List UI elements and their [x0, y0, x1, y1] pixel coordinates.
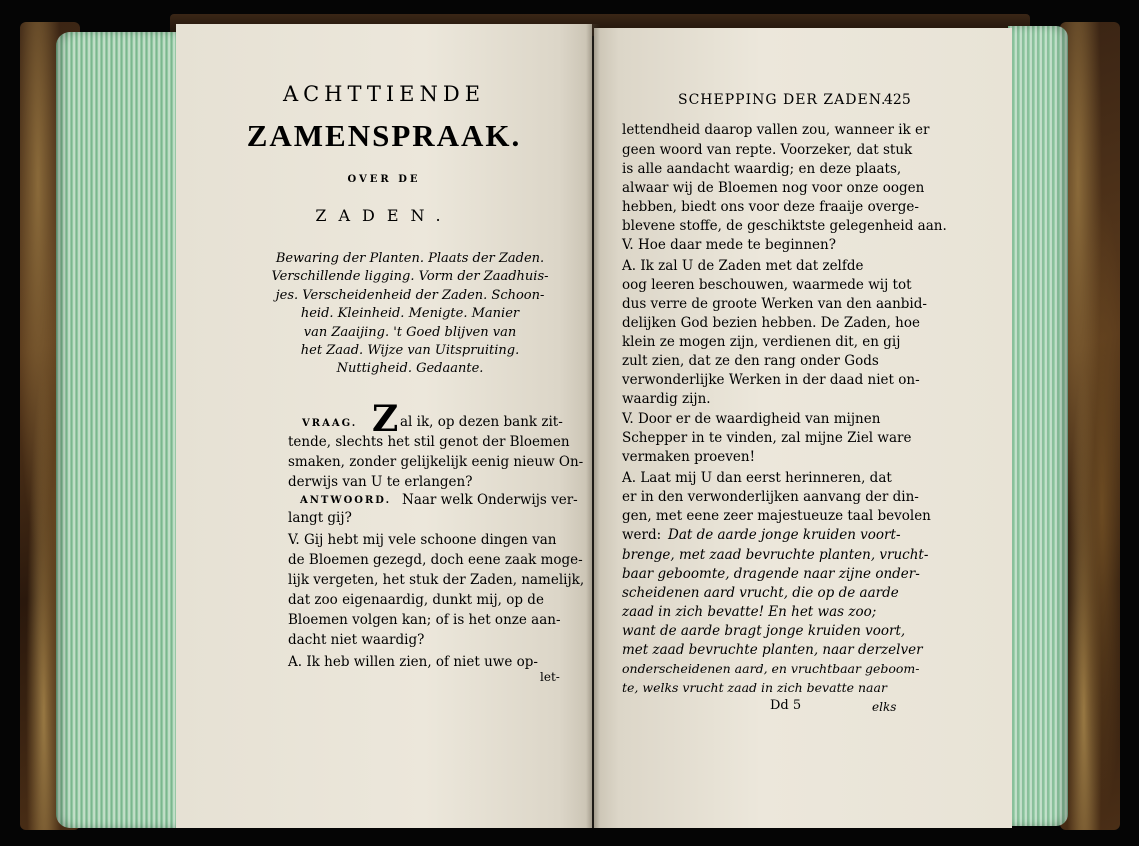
subject-title: ZADEN.	[315, 206, 453, 225]
summary-line: Bewaring der Planten. Plaats der Zaden.	[275, 251, 545, 266]
body-line: V. Hoe daar mede te beginnen?	[622, 237, 836, 253]
body-line: Bloemen volgen kan; of is het onze aan-	[288, 612, 561, 628]
body-line: geen woord van repte. Voorzeker, dat stuk	[622, 142, 913, 158]
chapter-heading-large: ZAMENSPRAAK.	[246, 118, 522, 153]
body-line: derwijs van U te erlangen?	[288, 474, 473, 490]
vraag-label: VRAAG.	[302, 418, 358, 429]
body-line: tende, slechts het stil genot der Bloemen	[288, 434, 570, 450]
body-line: Naar welk Onderwijs ver-	[402, 492, 578, 508]
body-line: hebben, biedt ons voor deze fraaije overge-	[622, 199, 919, 215]
body-line: dacht niet waardig?	[288, 632, 425, 648]
body-line: A. Ik heb willen zien, of niet uwe op-	[288, 654, 538, 670]
italic-line: baar geboomte, dragende naar zijne onder-	[622, 566, 920, 582]
body-line: de Bloemen gezegd, doch eene zaak moge-	[288, 552, 583, 568]
right-cover-marble	[1060, 22, 1120, 830]
body-line: A. Ik zal U de Zaden met dat zelfde	[622, 258, 864, 274]
catchword: let-	[540, 670, 560, 684]
summary-line: het Zaad. Wijze van Uitspruiting.	[300, 343, 520, 358]
body-line: alwaar wij de Bloemen nog voor onze oogen	[622, 180, 925, 196]
body-line: werd:	[622, 527, 662, 543]
page-number: 425	[884, 92, 911, 108]
body-line: lijk vergeten, het stuk der Zaden, namelijk,	[288, 572, 585, 588]
catchword: elks	[872, 700, 897, 714]
italic-line: met zaad bevruchte planten, naar derzelver	[622, 642, 923, 658]
antwoord-label: ANTWOORD.	[300, 495, 392, 506]
drop-cap: Z	[372, 398, 399, 440]
body-line: blevene stoffe, de geschiktste gelegenheid aan.	[622, 218, 947, 234]
body-line: V. Door er de waardigheid van mijnen	[622, 411, 881, 427]
left-page-edges	[56, 32, 186, 828]
summary-line: jes. Verscheidenheid der Zaden. Schoon-	[275, 288, 545, 303]
body-line: zult zien, dat ze den rang onder Gods	[622, 353, 879, 369]
chapter-heading-small: ACHTTIENDE	[282, 82, 486, 106]
body-line: dat zoo eigenaardig, dunkt mij, op de	[288, 592, 544, 608]
body-line: Schepper in te vinden, zal mijne Ziel ware	[622, 430, 912, 446]
body-line: gen, met eene zeer majestueuze taal bevolen	[622, 508, 931, 524]
body-line: langt gij?	[288, 510, 352, 526]
italic-line: te, welks vrucht zaad in zich bevatte naar	[622, 680, 887, 695]
body-line: verwonderlijke Werken in der daad niet on-	[622, 372, 920, 388]
body-line: V. Gij hebt mij vele schoone dingen van	[288, 532, 557, 548]
body-line: lettendheid daarop vallen zou, wanneer ik er	[622, 122, 930, 138]
italic-line: scheidenen aard vrucht, die op de aarde	[622, 585, 899, 601]
summary-line: Verschillende ligging. Vorm der Zaadhuis-	[271, 269, 549, 284]
right-page-edges	[1008, 26, 1068, 826]
running-head: SCHEPPING DER ZADEN.	[678, 92, 887, 108]
summary-line: heid. Kleinheid. Menigte. Manier	[300, 306, 520, 321]
body-line: A. Laat mij U dan eerst herinneren, dat	[622, 470, 892, 486]
body-line: klein ze mogen zijn, verdienen dit, en gij	[622, 334, 901, 350]
body-line: delijken God bezien hebben. De Zaden, hoe	[622, 315, 920, 331]
body-line: vermaken proeven!	[622, 449, 756, 465]
summary-line: Nuttigheid. Gedaante.	[336, 361, 484, 376]
italic-line: zaad in zich bevatte! En het was zoo;	[622, 604, 877, 620]
summary-line: van Zaaijing. 't Goed blijven van	[303, 325, 517, 340]
body-line: er in den verwonderlijken aanvang der din-	[622, 489, 919, 505]
over-de-label: OVER DE	[347, 174, 421, 185]
body-line: oog leeren beschouwen, waarmede wij tot	[622, 277, 912, 293]
body-line: al ik, op dezen bank zit-	[400, 414, 563, 430]
italic-line: onderscheidenen aard, en vruchtbaar geboom-	[622, 661, 920, 676]
signature-mark: Dd 5	[770, 698, 802, 713]
body-line: waardig zijn.	[622, 391, 711, 407]
body-line: dus verre de groote Werken van den aanbid-	[622, 296, 927, 312]
body-line: is alle aandacht waardig; en deze plaats,	[622, 161, 902, 177]
italic-line: brenge, met zaad bevruchte planten, vrucht-	[622, 547, 929, 563]
body-line: smaken, zonder gelijkelijk eenig nieuw On-	[288, 454, 584, 470]
italic-line: want de aarde bragt jonge kruiden voort,	[622, 623, 906, 639]
italic-line: Dat de aarde jonge kruiden voort-	[668, 527, 901, 543]
